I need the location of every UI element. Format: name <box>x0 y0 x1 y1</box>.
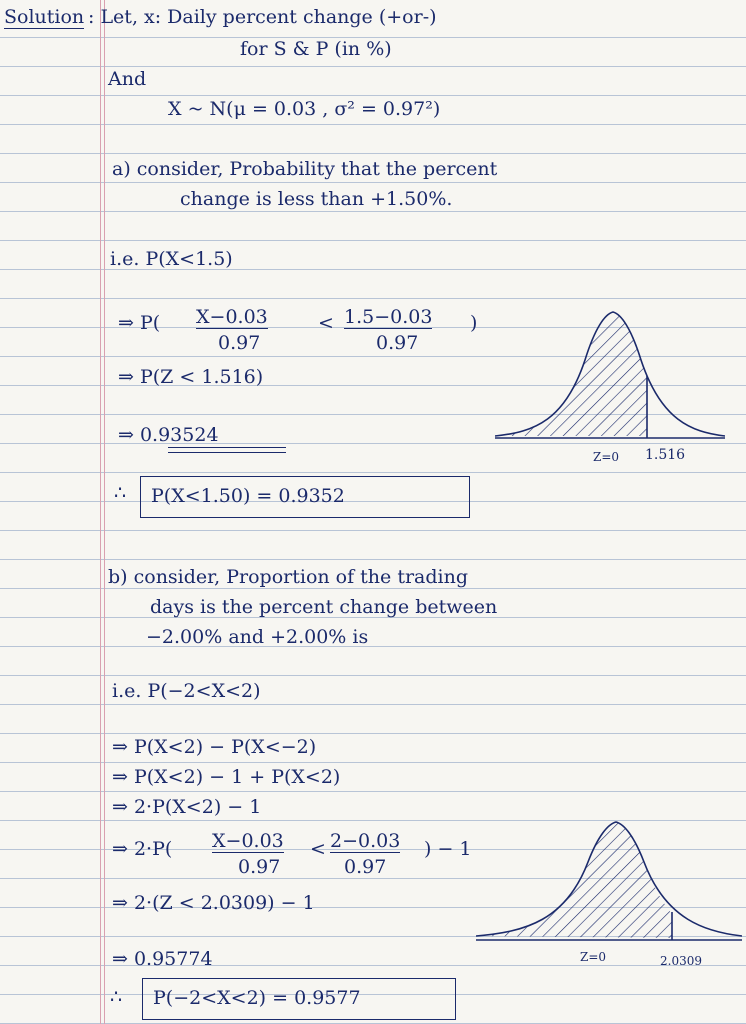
part-b-figure-right-label: 2.0309 <box>660 954 702 968</box>
margin-line <box>100 0 101 1024</box>
part-b-step3: ⇒ 2·P(X<2) − 1 <box>112 796 262 818</box>
part-b-statement-1: b) consider, Proportion of the trading <box>108 566 469 588</box>
part-b-step4-rhs: ) − 1 <box>424 838 472 860</box>
part-b-conclusion: P(−2<X<2) = 0.9577 <box>153 987 361 1009</box>
part-b-step4-denominator-2: 0.97 <box>344 856 387 878</box>
and-label: And <box>108 68 147 90</box>
part-b-normal-curve-figure <box>476 812 742 972</box>
part-a-step1-denominator-2: 0.97 <box>376 332 419 354</box>
part-a-statement-1: a) consider, Probability that the percent <box>112 158 498 180</box>
part-b-normal-curve-svg <box>476 812 742 972</box>
part-a-step2: ⇒ P(Z < 1.516) <box>118 366 264 388</box>
part-a-normal-curve-svg <box>495 300 725 465</box>
part-b-step2: ⇒ P(X<2) − 1 + P(X<2) <box>112 766 341 788</box>
part-b-statement-2: days is the percent change between <box>150 596 498 618</box>
part-b-step1: ⇒ P(X<2) − P(X<−2) <box>112 736 317 758</box>
part-a-figure-left-label: Z=0 <box>593 450 620 464</box>
part-a-step1-lhs: ⇒ P( <box>118 312 161 334</box>
part-a-figure-right-label: 1.516 <box>645 447 686 463</box>
part-a-step1-rhs: ) <box>470 312 478 334</box>
solution-label: Solution <box>4 6 85 28</box>
shaded-area <box>476 822 672 938</box>
part-a-step1-denominator-1: 0.97 <box>218 332 261 354</box>
intro-line-1: : Let, x: Daily percent change (+or-) <box>88 6 437 28</box>
part-a-step1-numerator-2: 1.5−0.03 <box>344 306 433 328</box>
part-a-conclusion: P(X<1.50) = 0.9352 <box>151 485 345 507</box>
part-b-step4-lhs: ⇒ 2·P( <box>112 838 173 860</box>
part-a-normal-curve-figure <box>495 300 725 465</box>
intro-line-2: for S & P (in %) <box>240 38 392 60</box>
part-a-therefore: ∴ <box>114 482 127 504</box>
part-a-step3: ⇒ 0.93524 <box>118 424 219 446</box>
part-b-therefore: ∴ <box>110 986 123 1008</box>
part-a-statement-2: change is less than +1.50%. <box>180 188 453 210</box>
part-a-answer-box <box>140 476 470 518</box>
part-b-ie: i.e. P(−2<X<2) <box>112 680 261 702</box>
distribution-statement: X ~ N(μ = 0.03 , σ² = 0.97²) <box>168 98 441 120</box>
shaded-area <box>495 312 647 436</box>
part-a-ie: i.e. P(X<1.5) <box>110 248 233 270</box>
margin-line-inner <box>104 0 105 1024</box>
part-b-step5: ⇒ 2·(Z < 2.0309) − 1 <box>112 892 315 914</box>
part-b-step4-numerator-2: 2−0.03 <box>330 830 401 852</box>
part-a-step1-numerator-1: X−0.03 <box>196 306 268 328</box>
part-b-step6: ⇒ 0.95774 <box>112 948 213 970</box>
part-b-step4-less-than: < <box>310 838 326 860</box>
part-b-answer-box <box>142 978 456 1020</box>
part-b-step4-numerator-1: X−0.03 <box>212 830 284 852</box>
part-b-statement-3: −2.00% and +2.00% is <box>146 626 369 648</box>
part-a-step1-less-than: < <box>318 312 334 334</box>
part-b-step4-denominator-1: 0.97 <box>238 856 281 878</box>
part-a-answer-underline <box>168 447 286 453</box>
part-b-figure-left-label: Z=0 <box>580 950 607 964</box>
